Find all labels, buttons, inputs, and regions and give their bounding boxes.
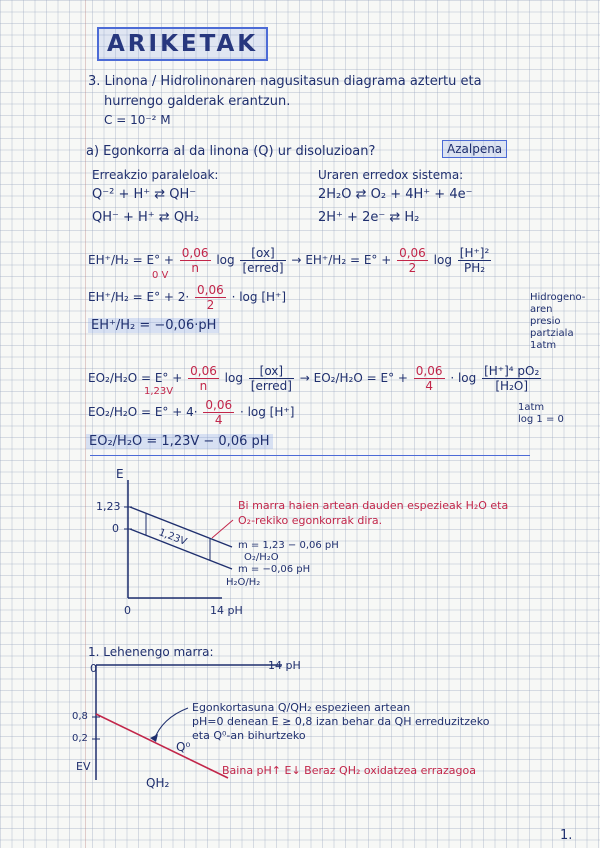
nernst-o-line-2: EO₂/H₂O = E° + 4· $\frac{0,06}{4}$ · log [H⁺] [88, 398, 295, 427]
graph2-y-label: EV [76, 760, 91, 773]
graph2-heading: 1. Lehenengo marra: [88, 645, 214, 659]
graph1-red-pointer [212, 520, 233, 538]
graph1-y-tick-2: 0 [112, 522, 119, 535]
graph2-note: Egonkortasuna Q/QH₂ espezieen artean pH=0 denean E ≥ 0,8 izan behar da QH erreduzitzeko eta Q⁰-an bihurtzeko [192, 701, 490, 742]
graph2-x-tick-2: 14 pH [268, 659, 301, 672]
question-a: a) Egonkorra al da linona (Q) ur disoluzioan? [86, 144, 376, 159]
graph2-y-tick-1: 0,8 [72, 711, 88, 722]
pressure-note: Hidrogeno- aren presio partziala 1atm [530, 292, 586, 351]
graph1-y-tick-1: 1,23 [96, 500, 121, 513]
oxygen-note: 1atm log 1 = 0 [518, 402, 564, 425]
graph1-y-label: E [116, 467, 124, 481]
page-title: ARIKETAK [97, 27, 268, 61]
graph2-y-tick-2: 0,2 [72, 733, 88, 744]
graph1-lower-name: H₂O/H₂ [226, 577, 261, 588]
nernst-h-line-2: EH⁺/H₂ = E° + 2· $\frac{0,06}{2}$ · log [H⁺] [88, 283, 287, 312]
concentration: C = 10⁻² M [104, 113, 171, 127]
problem-line-2: hurrengo galderak erantzun. [104, 94, 291, 109]
zero-volt-note: 0 V [152, 270, 169, 281]
graph2-species-top: Q⁰ [176, 740, 191, 754]
e0-value-note: 1,23V [144, 386, 174, 397]
graph1-upper-name: O₂/H₂O [244, 552, 279, 563]
parallel-reactions-heading: Erreakzio paraleloak: [92, 168, 219, 182]
water-reaction-1: 2H₂O ⇄ O₂ + 4H⁺ + 4e⁻ [318, 187, 473, 202]
water-redox-heading: Uraren erredox sistema: [318, 168, 464, 182]
water-reaction-2: 2H⁺ + 2e⁻ ⇄ H₂ [318, 210, 420, 225]
nernst-o-line-1: EO₂/H₂O = E° + $\frac{0,06}{n}$ log $\frac{[ox]}{\text{[erred]}}$ → EO₂/H₂O = E° + $\frac{0,06}{4}$ · log $\frac{\text{[H⁺]⁴ pO₂}}{\text{[H₂O]}}$ [88, 364, 540, 393]
graph2-red-note: Baina pH↑ E↓ Beraz QH₂ oxidatzea errazagoa [222, 764, 476, 777]
problem-line-1: 3. Linona / Hidrolinonaren nagusitasun diagrama aztertu eta [88, 74, 482, 89]
graph1-gap-label: 1,23V [156, 527, 189, 548]
graph1-x-tick-2: 14 pH [210, 604, 243, 617]
graph1-red-note: Bi marra haien artean dauden espezieak H₂O eta O₂-rekiko egonkorrak dira. [238, 499, 509, 527]
answer-tag: Azalpena [442, 140, 507, 158]
graph2-species-bottom: QH₂ [146, 776, 170, 790]
nernst-h-line-1: EH⁺/H₂ = E° + $\frac{0,06}{n}$ log $\frac{[ox]}{\text{[erred]}}$ → EH⁺/H₂ = E° + $\frac{0,06}{2}$ log $\frac{\text{[H⁺]²}}{\text{PH₂}}$ [88, 246, 490, 275]
nernst-o-result: EO₂/H₂O = 1,23V − 0,06 pH [86, 434, 273, 449]
page-number: 1. [560, 828, 573, 843]
graph2-x-tick-1: 0 [90, 662, 97, 675]
graph1-x-tick-1: 0 [124, 604, 131, 617]
graph1-upper-eq: m = 1,23 − 0,06 pH [238, 540, 339, 551]
graph2-pointer [154, 708, 188, 740]
reaction-2: QH⁻ + H⁺ ⇄ QH₂ [92, 210, 200, 225]
nernst-h-result: EH⁺/H₂ = −0,06·pH [88, 318, 219, 333]
reaction-1: Q⁻² + H⁺ ⇄ QH⁻ [92, 187, 197, 202]
graph1-lower-eq: m = −0,06 pH [238, 564, 311, 575]
